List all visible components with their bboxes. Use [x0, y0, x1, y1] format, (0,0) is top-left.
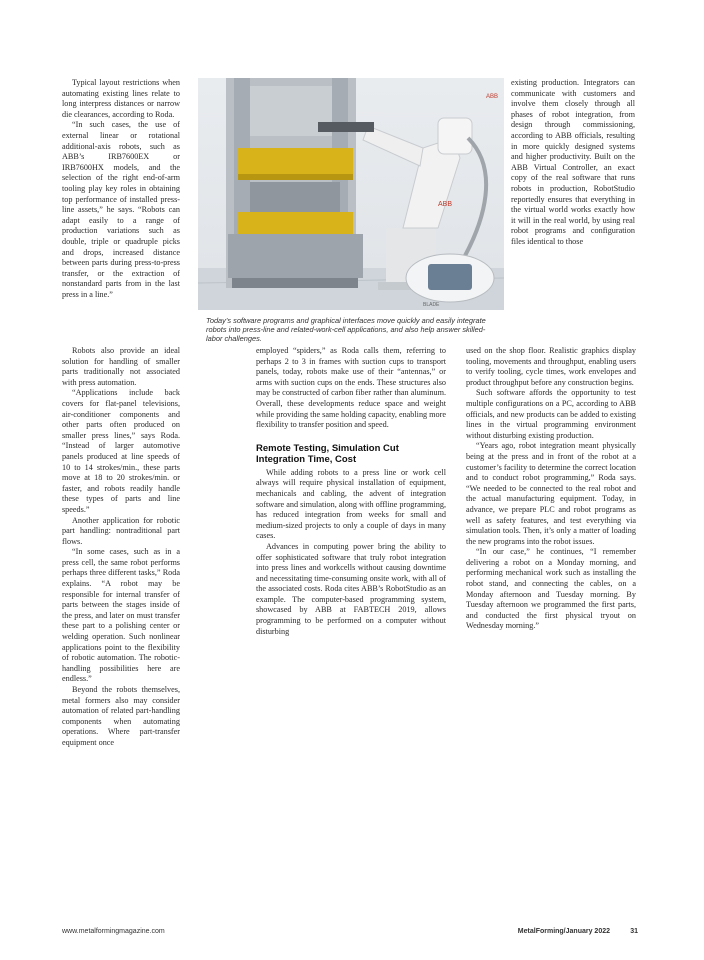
article-photo [198, 78, 504, 310]
blade-label: BLADE [423, 302, 440, 308]
column-1-top [62, 78, 180, 300]
column-1-bottom [62, 346, 180, 749]
column-3-bottom [466, 346, 636, 632]
paragraph: Such software affords the opportunity to test multiple configurations on a PC, according to ABB officials, and new products can be added to existing lines in the virtual programming environment without disturbing existing production. [466, 388, 636, 440]
paragraph: “In our case,” he continues, “I remember delivering a robot on a Monday morning, and performing mechanical work such as installing the robot stand, and connecting the cables, on a Monday afternoon and Tuesday morning. By Tuesday afternoon we programmed the first parts, and conducted the first physical tryout on Wednesday morning.” [466, 547, 636, 631]
paragraph: “In some cases, such as in a press cell, the same robot performs perhaps three different tasks,” Roda explains. “A robot may be responsible for internal transfer of parts between the stages inside of the press, and later on must transfer these part to a polishing center or welding operation. Such nonlinear applications point to the flexibility of robotic automation. The robotic-handling possibilities here are endless.” [62, 547, 180, 684]
photo-caption: Today’s software programs and graphical interfaces move quickly and easily integrate robots into press-line and related-work-cell applications, and also help answer skilled-labor challenges. [206, 316, 486, 344]
section-subhead: Remote Testing, Simulation Cut Integration Time, Cost [256, 442, 399, 465]
paragraph: “Years ago, robot integration meant physically being at the press and in front of the robot at a customer’s facility to determine the correct location and to conduct robot programming,” Roda says. “We needed to be connected to the real robot and the actual manufacturing equipment. Today, in advance, we prepare PLC and robot programs as well as safety features, and test everything via simulation tools. Then, it’s only a matter of loading the new programs into the robot issues. [466, 441, 636, 546]
paragraph: employed “spiders,” as Roda calls them, referring to perhaps 2 to 3 in frames with suction cups to transport panels, today, robots make use of their “antennas,” or arms with suction cups on the ends. These structures also may be constructed of carbon fiber rather than aluminum. Overall, these developments reduce space and weight while providing the same holding capacity, enabling more flexibility to transfer position and speed. [256, 346, 447, 430]
footer-url: www.metalformingmagazine.com [62, 928, 165, 935]
paragraph: Robots also provide an ideal solution for handling of smaller parts traditionally not associated with press automation. [62, 346, 180, 387]
page-number: 31 [630, 928, 638, 935]
paragraph: “Applications include back covers for flat-panel televisions, air-conditioner components and other parts often produced on smaller press lines,” says Roda. “Instead of larger automotive panels produced at line speeds of 10 to 14 strokes/min., these parts move at 18 to 20 strokes/min. or faster, and robots readily handle these types of parts and line speeds.” [62, 388, 180, 514]
paragraph: used on the shop floor. Realistic graphics display tooling, movements and throughput, enabling users to verify tooling, cycle times, work envelopes and product throughput before any construction begins. [466, 346, 636, 387]
paragraph: Another application for robotic part handling: nontraditional part flows. [62, 515, 180, 546]
paragraph: existing production. Integrators can communicate with customers and involve them closely through all phases of robot integration, from design through commissioning, according to ABB officials, resulting in more quickly designed systems and higher productivity. Built on the ABB Virtual Controller, an exact copy of the real software that runs robots in production, RobotStudio reportedly ensures that everything in the virtual world works exactly how it will in the real world, by using real robot programs and configuration files identical to those [511, 78, 635, 246]
footer-magazine: MetalForming/January 2022 [517, 928, 610, 935]
press-line-illustration [198, 78, 504, 310]
paragraph: Advances in computing power bring the ability to offer sophisticated software that truly robot integration into press lines and workcells without causing downtime and necessitating time-consuming onsite work, with all of the associated costs. Roda cites ABB’s RobotStudio as an example. The computer-based programming system, showcased by ABB at FABTECH 2019, allows programming to be performed on a computer without disturbing [256, 541, 446, 636]
column-3-top [511, 78, 635, 248]
paragraph: Typical layout restrictions when automating existing lines relate to long interpress distances or narrow die clearances, according to Roda. [62, 78, 180, 119]
paragraph: “In such cases, the use of external linear or rotational additional-axis robots, such as ABB’s IRB7600EX or IRB7600HX models, and the selection of the right end-of-arm tooling play key roles in obtaining top performance of installed press-line assets,” he says. “Robots can adapt easily to a range of production variations such as double, triple or quadruple picks and drops, increased distance between parts during press-to-press transfer, or the extraction of nonstandard parts from in the last press in a line.” [62, 120, 180, 299]
abb-logo-robot: ABB [438, 201, 453, 208]
paragraph: While adding robots to a press line or work cell always will require physical installation of equipment, mechanicals and cabling, the advent of integration software and simulation, along with offline programming, has reduced integration from weeks for small and medium-sized projects to only a couple of days in many cases. [256, 467, 446, 541]
paragraph: Beyond the robots themselves, metal formers also may consider automation of related part-handling components when automating operations. Where part-transfer equipment once [62, 685, 180, 747]
column-2 [256, 346, 446, 637]
abb-logo-press: ABB [486, 94, 499, 100]
